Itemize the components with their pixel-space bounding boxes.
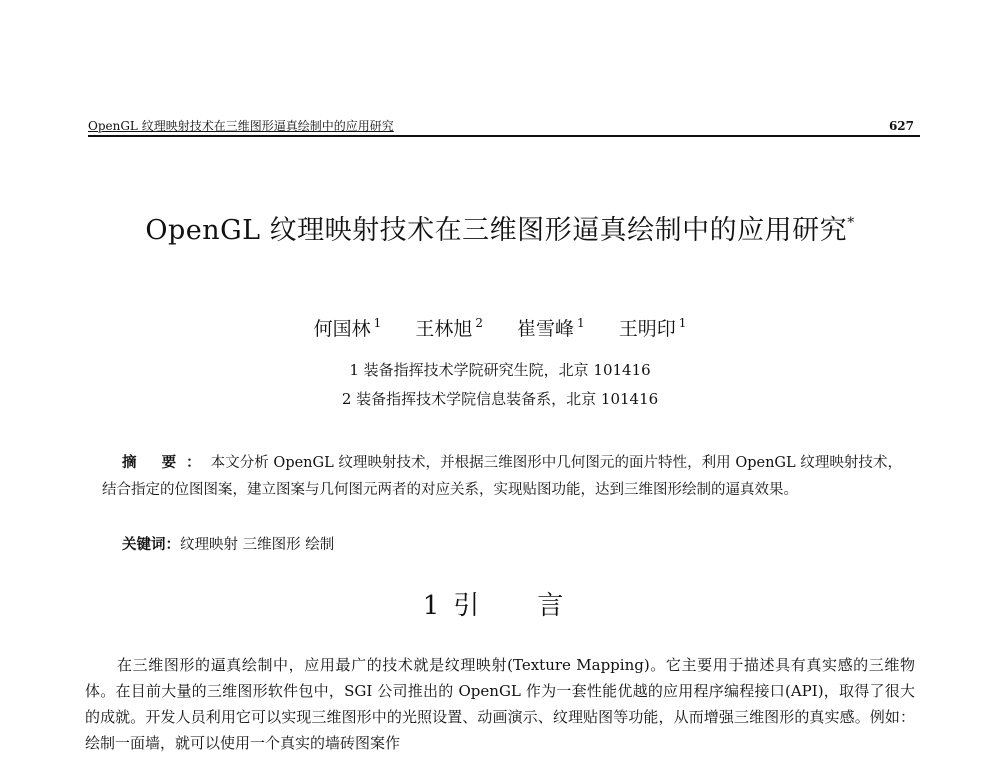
running-header-title: OpenGL 纹理映射技术在三维图形逼真绘制中的应用研究 (88, 119, 394, 133)
author (314, 318, 382, 340)
author (517, 318, 585, 340)
abstract-text: 本文分析 OpenGL 纹理映射技术，并根据三维图形中几何图元的面片特性，利用 OpenGL 纹理映射技术，结合指定的位图图案，建立图案与几何图元两者的对应关系，实现贴图功能，达到三维图形绘制的逼真效果。 (102, 455, 902, 498)
paper-title-text: OpenGL 纹理映射技术在三维图形逼真绘制中的应用研究 (145, 215, 848, 246)
section-heading (0, 590, 1000, 622)
author (619, 318, 687, 340)
title-footnote-mark: * (847, 215, 855, 231)
author-name: 王明印 (618, 318, 676, 340)
page-number: 627 (888, 119, 914, 133)
author-affiliation-mark: 1 (373, 316, 382, 330)
author-name: 何国林 (313, 318, 371, 340)
keywords-label: 关键词： (122, 536, 180, 553)
author-name: 王林旭 (415, 318, 473, 340)
author-affiliation-mark: 1 (678, 316, 687, 330)
keywords-text: 纹理映射 三维图形 绘制 (180, 537, 335, 553)
author-affiliation-mark: 1 (577, 316, 585, 330)
author (415, 318, 483, 340)
author-name: 崔雪峰 (517, 318, 575, 340)
section-heading-part1: 引 (453, 591, 494, 621)
running-header (88, 119, 920, 137)
affiliation-1: 1 装备指挥技术学院研究生院，北京 101416 (349, 361, 651, 379)
abstract-label: 摘 要： (122, 454, 211, 471)
section-number: 1 (422, 591, 454, 621)
abstract (102, 449, 902, 504)
author-list (0, 311, 1000, 341)
section-body (85, 652, 915, 756)
paper-title (0, 205, 1000, 249)
author-affiliation-mark: 2 (475, 316, 483, 330)
affiliation-2: 2 装备指挥技术学院信息装备系，北京 101416 (341, 390, 659, 408)
body-paragraph: 在三维图形的逼真绘制中，应用最广的技术就是纹理映射(Texture Mapping)。它主要用于描述具有真实感的三维物体。在目前大量的三维图形软件包中，SGI 公司推出的 OpenGL 作为一套性能优越的应用程序编程接口(API)，取得了很大的成就。开发人员利用它可以实现三维图形中的光照设置、动画演示、纹理贴图等功能，从而增强三维图形的真实感。例如：绘制一面墙，就可以使用一个真实的墙砖图案作 (85, 656, 915, 752)
section-heading-part2: 言 (537, 591, 578, 621)
keywords (122, 534, 902, 556)
